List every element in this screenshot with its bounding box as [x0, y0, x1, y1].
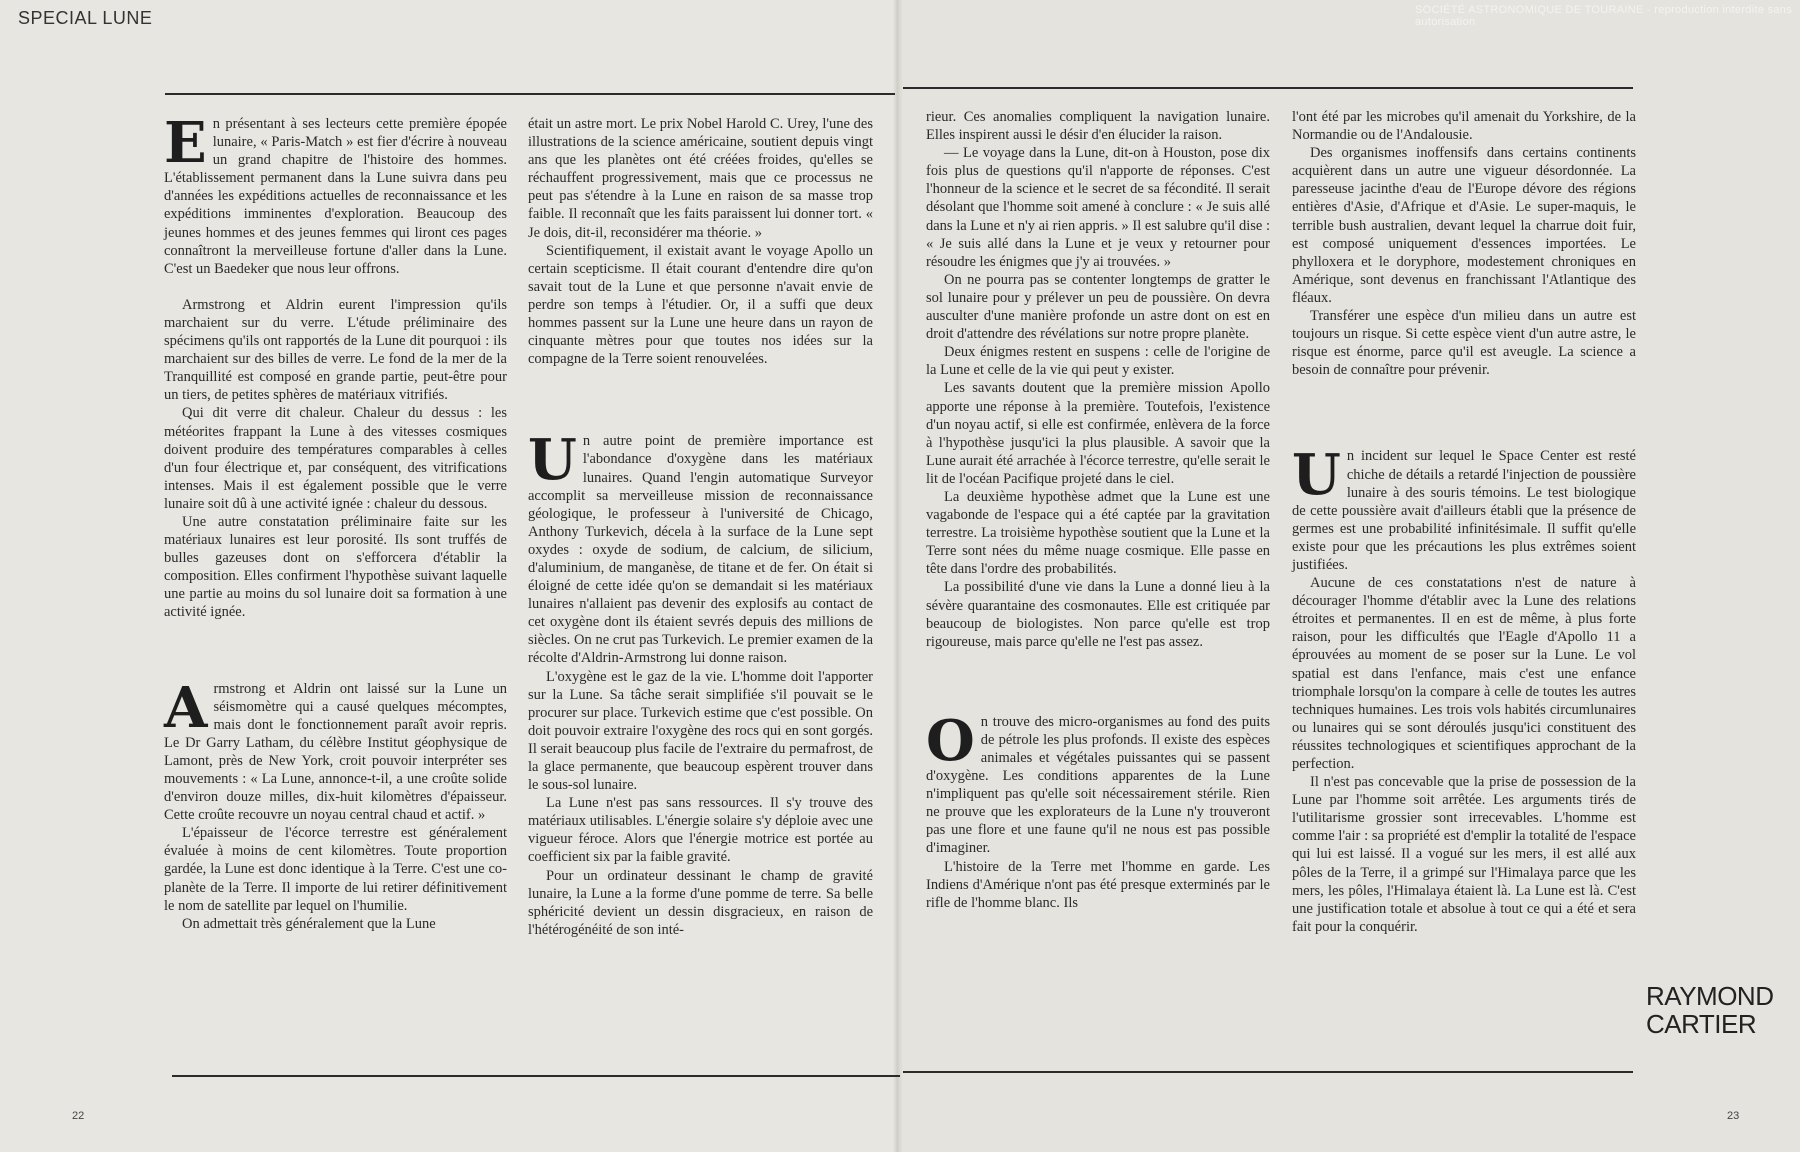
paragraph: La deuxième hypothèse admet que la Lune est une vagabonde de l'espace qui a été captée par la gravitation terrestre. La troisième hypothèse soutient que la Lune et la Terre sont nées du même nuage cosmique. Elle passe en tête dans l'ordre des probabilités.	[926, 488, 1270, 578]
paragraph: La Lune n'est pas sans ressources. Il s'y trouve des matériaux utilisables. L'énergie solaire s'y déploie avec une vigueur féroce. Alors que l'énergie motrice est portée au coefficient six par la faible gravité.	[528, 795, 873, 866]
top-rule-left	[165, 93, 895, 95]
drop-cap: U	[1292, 442, 1341, 509]
paragraph: Des organismes inoffensifs dans certains continents acquièrent dans un autre une vigueur désordonnée. La paresseuse jacinthe d'eau de l'Europe dévore des régions entières d'Asie, d'Afrique et d'Asie. Le super-maquis, le terrible bush australien, devant lequel la charrue doit fuir, est composé uniquement d'essences importées. Le phylloxera et le doryphore, modestement chroniques en Amérique, sont devenus en franchissant l'Atlantique des fléaux.	[1292, 145, 1636, 306]
column-1-section-3	[164, 674, 507, 933]
paragraph: était un astre mort. Le prix Nobel Harold C. Urey, l'une des illustrations de la science américaine, soutient depuis vingt ans que les planètes ont été créées froides, qu'elles se réchauffent progressivement, mais que ce processus ne peut pas s'étendre à la Lune en raison de sa masse trop faible. Il reconnaît que les faits paraissent lui donner tort. « Je dois, dit-il, reconsidérer ma théorie. »	[528, 116, 873, 241]
article-column-4	[1292, 108, 1636, 936]
column-1-section-1	[164, 110, 507, 278]
paragraph: La possibilité d'une vie dans la Lune a donné lieu à la sévère quarantaine des cosmonautes. Elle est critiquée par beaucoup de biologistes. Non parce qu'elle est trop rigoureuse, mais parce qu'elle ne l'est pas assez.	[926, 579, 1270, 650]
section-rubric: SPECIAL LUNE	[18, 8, 153, 28]
paragraph: Deux énigmes restent en suspens : celle de l'origine de la Lune et celle de la vie qui peut y exister.	[926, 344, 1270, 379]
paragraph: n incident sur lequel le Space Center est resté chiche de détails a retardé l'injection de poussière lunaire à des souris témoins. Le test biologique de cette poussière avait d'ailleurs établi que la présence de germes est une probabilité infinitésimale. Il suffit qu'elle existe pour que les précautions les plus extrêmes soient justifiées.	[1292, 448, 1636, 573]
drop-cap: O	[926, 707, 975, 774]
paragraph: Armstrong et Aldrin eurent l'impression qu'ils marchaient sur du verre. L'étude préliminaire des spécimens qu'ils ont rapportés de la Lune dit pourquoi : ils marchaient sur des billes de verre. Le fond de la mer de la Tranquillité est composé en grande partie, peut-être pour un tiers, de petites sphères de matériaux vitrifiés.	[164, 296, 507, 404]
paragraph: rieur. Ces anomalies compliquent la navigation lunaire. Elles inspirent aussi le désir d'en élucider la raison.	[926, 109, 1270, 144]
column-2-section-1	[528, 115, 873, 368]
paragraph: l'ont été par les microbes qu'il amenait du Yorkshire, de la Normandie ou de l'Andalousie.	[1292, 109, 1636, 144]
paragraph: On ne pourra pas se contenter longtemps de gratter le sol lunaire pour y prélever un peu de poussière. On devra ausculter d'une manière profonde un astre dont on est en droit d'attendre des révélations sur notre propre planète.	[926, 271, 1270, 343]
page-gutter	[893, 0, 903, 1152]
paragraph: n présentant à ses lecteurs cette première épopée lunaire, « Paris-Match » est fier d'écrire à nouveau un grand chapitre de l'histoire des hommes. L'établissement permanent dans la Lune suivra dans peu d'années les expéditions actuelles de reconnaissance et les expéditions imminentes d'exploration. Beaucoup des jeunes hommes et des jeunes femmes qui liront ces pages connaîtront la merveilleuse fortune d'aller dans la Lune. C'est un Baedeker que nous leur offrons.	[164, 116, 507, 277]
paragraph: Transférer une espèce d'un milieu dans un autre est toujours un risque. Si cette espèce vient d'un autre astre, le risque est énorme, parce qu'il est aveugle. La science a besoin de connaître pour prévenir.	[1292, 308, 1636, 379]
column-3-section-2	[926, 707, 1270, 912]
drop-cap: U	[528, 427, 577, 494]
page-number-left: 22	[72, 1110, 85, 1122]
article-column-1	[164, 110, 507, 933]
column-4-section-1	[1292, 108, 1636, 379]
paragraph: L'oxygène est le gaz de la vie. L'homme doit l'apporter sur la Lune. Sa tâche serait simplifiée s'il pouvait se le procurer sur place. Turkevich estime que c'est possible. On doit pouvoir extraire l'oxygène des rocs qui en sont gorgés. Il serait beaucoup plus facile de l'extraire du permafrost, de la glace permanente, que beaucoup espèrent trouver dans le sous-sol lunaire.	[528, 668, 873, 794]
column-2-section-2	[528, 427, 873, 939]
author-first-name: RAYMOND	[1646, 981, 1774, 1011]
archive-watermark: SOCIÉTÉ ASTRONOMIQUE DE TOURAINE - reproduction interdite sans autorisation	[1415, 4, 1793, 28]
column-3-section-1	[926, 108, 1270, 651]
author-last-name: CARTIER	[1646, 1009, 1757, 1039]
paragraph: n autre point de première importance est l'abondance d'oxygène dans les matériaux lunaires. Quand l'engin automatique Surveyor accomplit sa merveilleuse mission de reconnaissance géologique, le professeur à l'université de Chicago, Anthony Turkevich, décela à la surface de la Lune sept oxydes : oxyde de sodium, de calcium, de silicium, d'aluminium, de manganèse, de titane et de fer. On était si éloigné de cette idée qu'on se demandait si les matériaux lunaires n'allaient pas devenir des explosifs au contact de cet oxygène dont ils étaient sevrés depuis des millions de siècles. On ne crut pas Turkevich. Le premier examen de la récolte d'Aldrin-Armstrong lui donne raison.	[528, 433, 873, 667]
article-column-2	[528, 115, 873, 939]
article-column-3	[926, 108, 1270, 912]
paragraph: Qui dit verre dit chaleur. Chaleur du dessus : les météorites frappant la Lune à des vitesses cosmiques doivent produire des températures comparables à celles d'un four électrique et, par conséquent, des vitrifications intenses. Mais il est également possible que le verre lunaire soit dû à une activité ignée : chaleur du dessous.	[164, 405, 507, 512]
paragraph: Une autre constatation préliminaire faite sur les matériaux lunaires est leur porosité. Ils sont truffés de bulles gazeuses dont on s'efforcera d'établir la composition. Elles confirment l'hypothèse suivant laquelle une partie au moins du sol lunaire doit sa formation à une activité ignée.	[164, 513, 507, 621]
page-number-right: 23	[1727, 1110, 1740, 1122]
paragraph: Les savants doutent que la première mission Apollo apporte une réponse à la première. Toutefois, l'existence d'un noyau actif, si elle est confirmée, enlèvera de la force à l'hypothèse jusqu'ici la plus plausible. A savoir que la Lune aurait été arrachée à l'écorce terrestre, qu'elle serait le lit de l'océan Pacifique projeté dans le ciel.	[926, 380, 1270, 487]
paragraph: On admettait très généralement que la Lune	[182, 915, 436, 932]
paragraph: Aucune de ces constatations n'est de nature à décourager l'homme d'établir avec la Lune des relations étroites et permanentes. Il en est de même, à plus forte raison, pour les difficultés que l'Eagle d'Apollo 11 a éprouvées au moment de se poser sur la Lune. Le vol spatial est dans l'enfance, mais c'est une enfance triomphale lorsqu'on la compare à celle de toutes les autres techniques humaines. Les trois vols habités circumlunaires ou lunaires qui se sont déroulés jusqu'ici constituent des réussites technologiques et scientifiques approchant de la perfection.	[1292, 575, 1636, 772]
drop-cap: A	[164, 674, 208, 741]
bottom-rule-right	[903, 1071, 1633, 1073]
paragraph: L'histoire de la Terre met l'homme en garde. Les Indiens d'Amérique n'ont pas été presque exterminés par le rifle de l'homme blanc. Ils	[926, 858, 1270, 911]
bottom-rule-left	[172, 1075, 900, 1077]
paragraph: Pour un ordinateur dessinant le champ de gravité lunaire, la Lune a la forme d'une pomme de terre. Sa belle sphéricité devient un dessin disgracieux, en raison de l'hétérogénéité de son inté-	[528, 867, 873, 938]
paragraph: n trouve des micro-organismes au fond des puits de pétrole les plus profonds. Il existe des espèces animales et végétales puissantes qui se passent d'oxygène. Les conditions apparentes de la Lune n'impliquent pas qu'elle soit nécessairement stérile. Rien ne prouve que les explorateurs de la Lune n'y trouveront pas une flore et une faune qu'il ne nous est pas possible d'imaginer.	[926, 713, 1270, 857]
paragraph: Scientifiquement, il existait avant le voyage Apollo un certain scepticisme. Il était courant d'entendre dire qu'on savait tout de la Lune et que personne n'avait envie de perdre son temps à l'étudier. Or, il a suffi que deux hommes passent sur la Lune une heure dans un rayon de cinquante mètres pour que toutes nos idées sur la compagne de la Terre soient renouvelées.	[528, 242, 873, 368]
drop-cap: E	[164, 110, 207, 176]
top-rule-right	[903, 87, 1633, 89]
paragraph: — Le voyage dans la Lune, dit-on à Houston, pose dix fois plus de questions qu'il n'apporte de réponses. C'est l'honneur de la science et le secret de sa fécondité. Il serait désolant que l'homme soit amené à conclure : « Je suis allé dans la Lune et n'y ai rien appris. » Il est salubre qu'il dise : « Je suis allé dans la Lune et je veux y retourner pour résoudre les énigmes que j'y ai trouvées. »	[926, 145, 1270, 270]
column-4-section-2	[1292, 442, 1636, 936]
paragraph: rmstrong et Aldrin ont laissé sur la Lune un séismomètre qui a causé quelques mécomptes, mais dont le fonctionnement paraît avoir repris. Le Dr Garry Latham, du célèbre Institut géophysique de Lamont, près de New York, croit pouvoir interpréter ses mouvements : « La Lune, annonce-t-il, a une croûte solide d'environ douze milles, dix-huit kilomètres d'épaisseur. Cette croûte recouvre un noyau central chaud et actif. »	[164, 680, 507, 824]
paragraph: L'épaisseur de l'écorce terrestre est généralement évaluée à moins de cent kilomètres. Toute proportion gardée, la Lune est donc identique à la Terre. C'est une co-planète de la Terre. Il importe de lui retirer définitivement le nom de satellite par lequel on l'humilie.	[164, 825, 507, 914]
column-1-section-2	[164, 296, 507, 622]
paragraph: Il n'est pas concevable que la prise de possession de la Lune par l'homme soit arrêtée. Les arguments tirés de l'utilitarisme grossier sont irrecevables. L'homme est comme l'air : sa propriété est d'emplir la totalité de l'espace qui lui est laissé. Il a vogué sur les mers, il est allé aux pôles de la Terre, il a grimpé sur l'Himalaya parce que les mers, les pôles, l'Himalaya étaient là. La Lune est là. C'est une justification totale et absolue à tout ce qui a été et sera fait pour la conquérir.	[1292, 774, 1636, 935]
author-signature	[1646, 982, 1773, 1038]
